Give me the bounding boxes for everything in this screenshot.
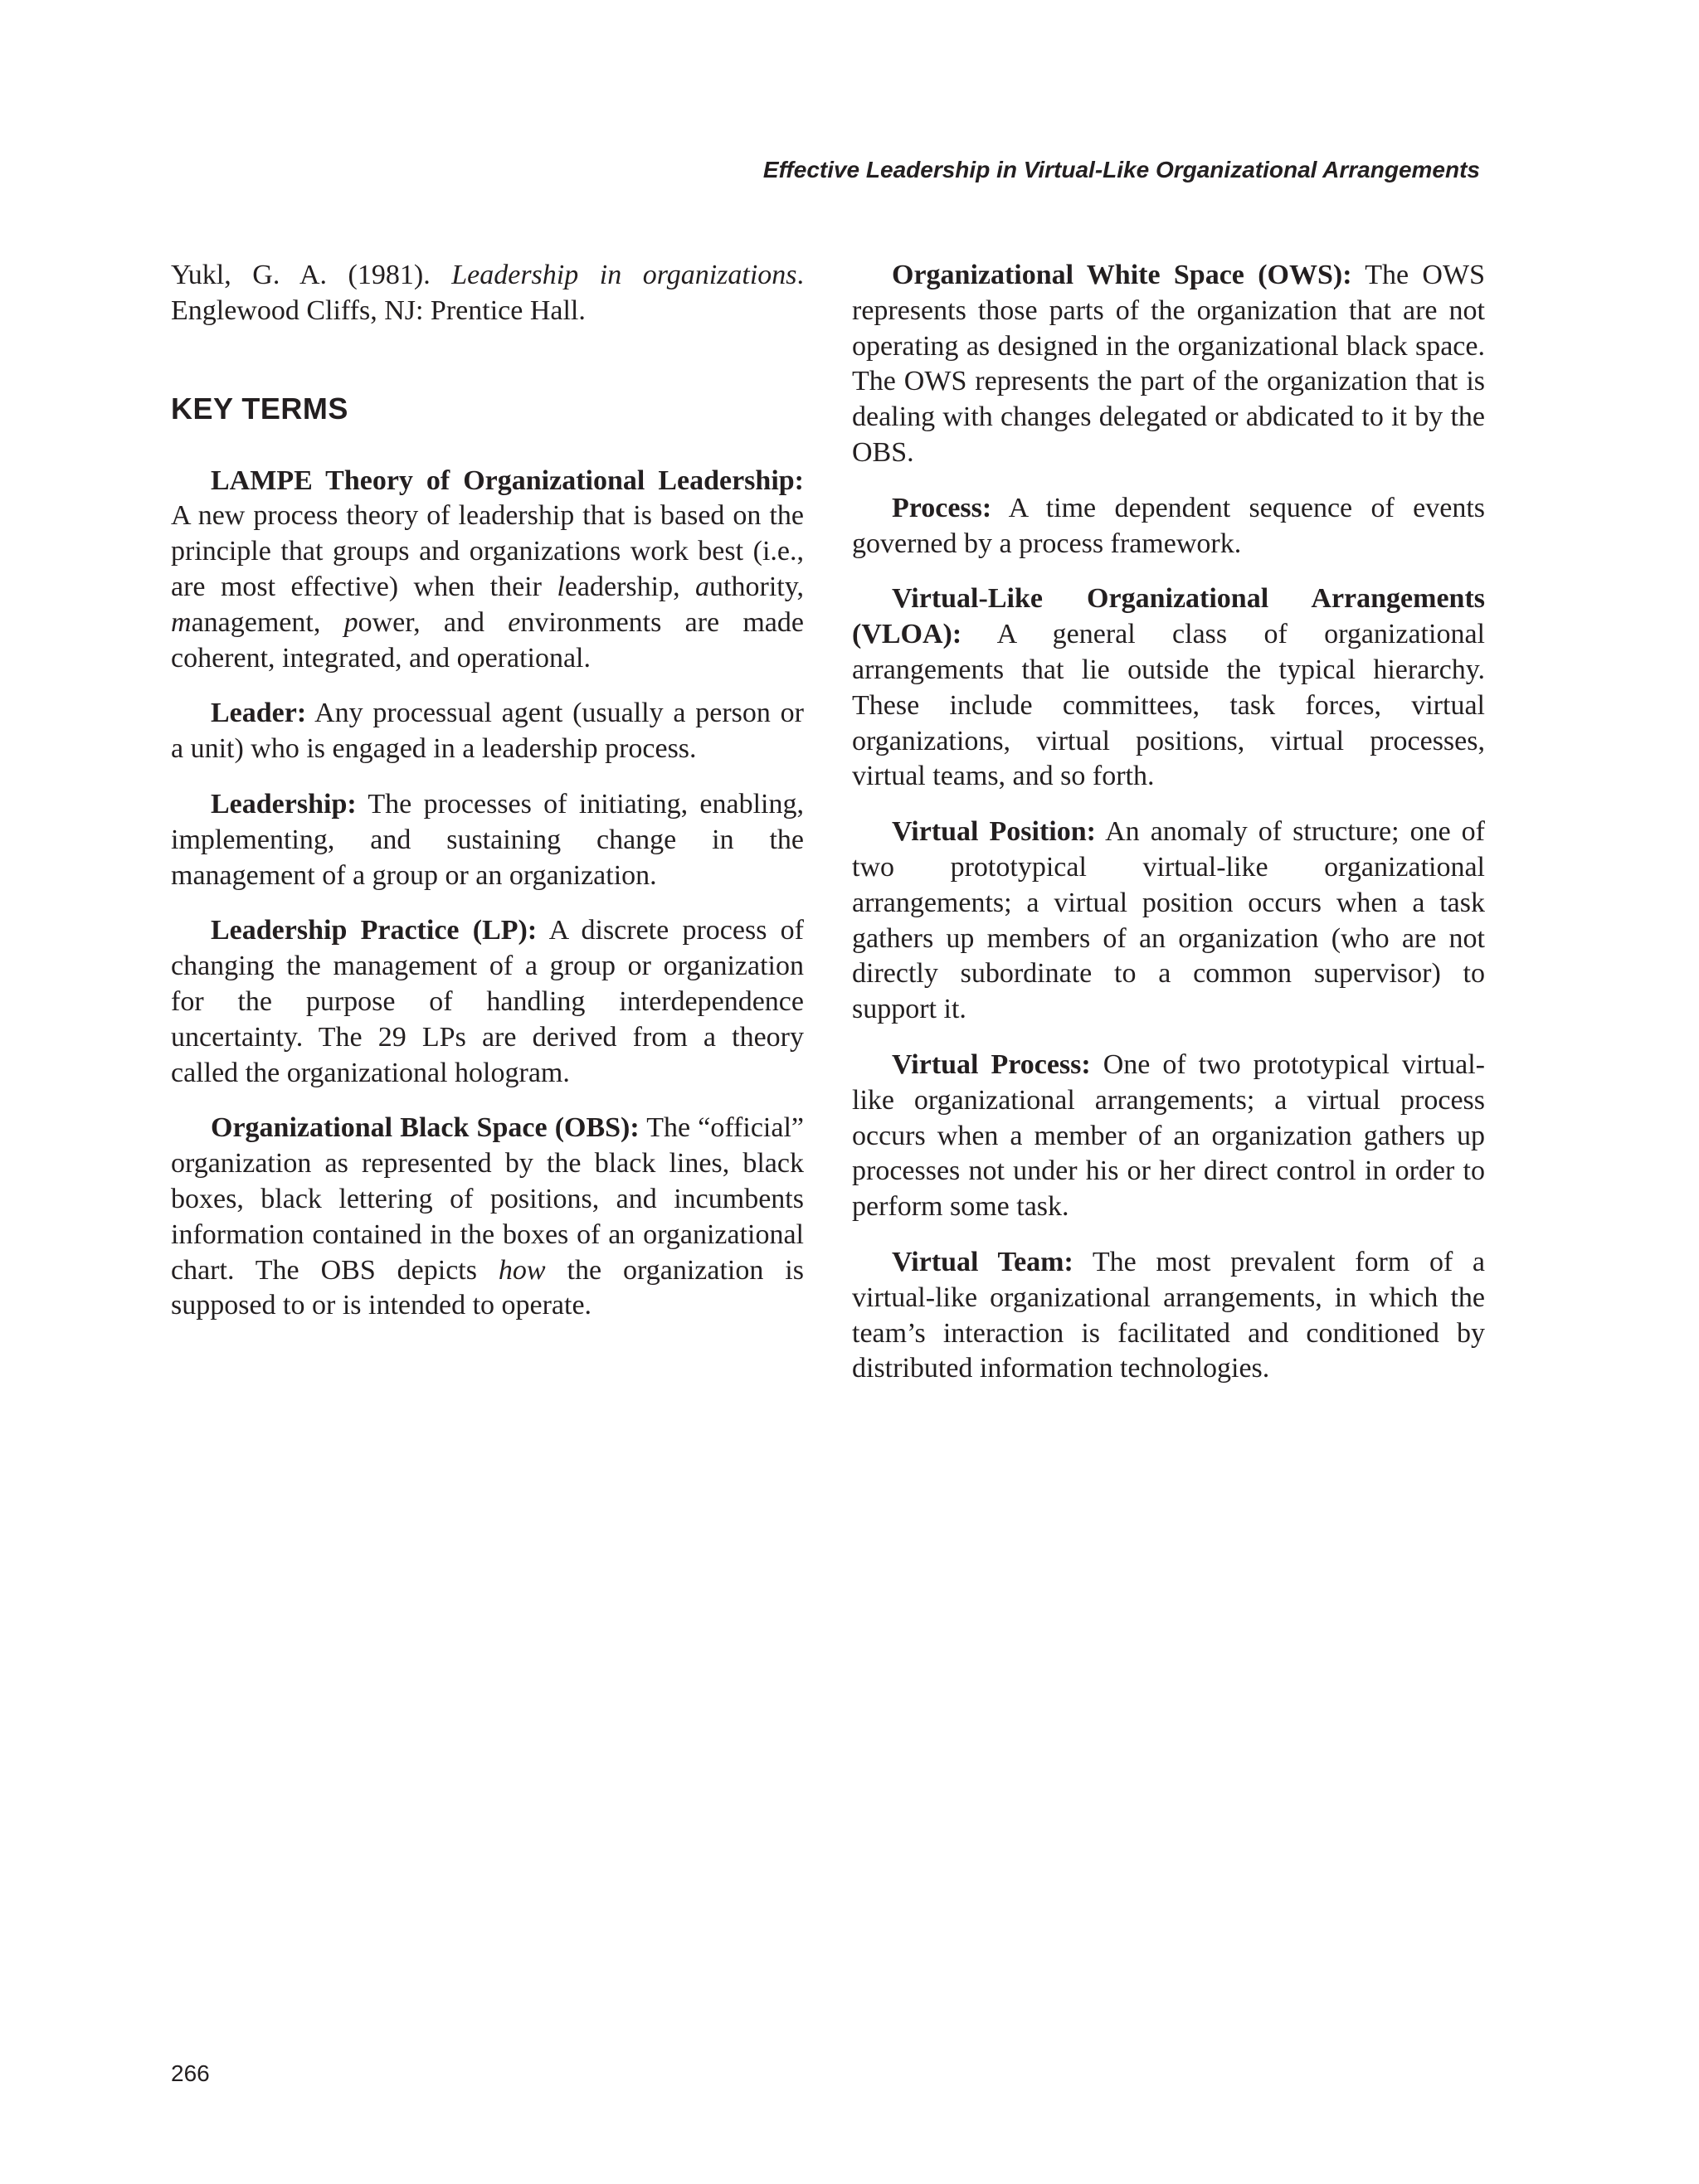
term-name: Virtual-Like Organizational Arrangements (VLOA): (852, 583, 1485, 650)
term-entry-leader (171, 696, 804, 767)
term-definition: Any processual agent (usually a person or a unit) who is engaged in a leadership process. (171, 698, 804, 765)
term-entry-leadership (171, 787, 804, 893)
term-emphasis: a (695, 571, 710, 602)
term-emphasis: m (171, 606, 192, 638)
left-column (171, 258, 804, 1344)
term-definition: the organization is supposed to or is intended to operate. (171, 1254, 804, 1321)
term-entry-obs (171, 1111, 804, 1324)
term-entry-leadership-practice (171, 913, 804, 1091)
term-definition: A general class of organizational arrangements that lie outside the typical hierarchy. These include committees, task forces, virtual organizations, virtual positions, virtual processes, virtual teams, and so forth. (852, 619, 1485, 792)
term-name: Process: (892, 492, 992, 523)
term-definition: An anomaly of structure; one of two prototypical virtual-like organizational arrangements; a virtual position occurs when a task gathers up members of an organization (who are not directly subordinate to a common supervisor) to support it. (852, 816, 1486, 1025)
term-definition: anagement, (191, 606, 344, 638)
term-emphasis: how (498, 1254, 546, 1286)
term-name: Virtual Process: (892, 1048, 1091, 1080)
term-entry-ows (852, 258, 1485, 471)
reference-author-year: Yukl, G. A. (1981). (171, 260, 452, 290)
term-entry-vloa (852, 581, 1485, 795)
term-entry-lampe (171, 464, 804, 677)
reference-entry (171, 258, 804, 329)
term-name: Virtual Position: (892, 816, 1096, 848)
term-definition: ower, and (358, 606, 509, 638)
term-entry-virtual-position (852, 815, 1485, 1028)
term-entry-virtual-process (852, 1048, 1485, 1225)
term-definition: One of two prototypical virtual-like organizational arrangements; a virtual process occurs when a member of an organization gathers up processes not under his or her direct control in order to perform some task. (852, 1048, 1485, 1223)
term-definition: The “official” organization as represented by the black lines, black boxes, black lettering of positions, and incumbents information contained in the boxes of an organizational chart. The OBS depicts (171, 1112, 804, 1286)
term-definition: eadership, (564, 571, 696, 602)
term-entry-virtual-team (852, 1245, 1485, 1387)
term-definition: nvironments are made coherent, integrated, and operational. (171, 606, 804, 674)
term-name: Organizational Black Space (OBS): (211, 1112, 640, 1144)
page-number: 266 (171, 2060, 210, 2086)
term-name: Virtual Team: (892, 1246, 1073, 1277)
reference-publisher: . Englewood Cliffs, NJ: Prentice Hall. (171, 260, 805, 326)
right-column (852, 258, 1485, 1407)
term-name: Organizational White Space (OWS): (892, 260, 1352, 290)
term-name: Leader: (211, 698, 307, 729)
term-entry-process (852, 491, 1485, 562)
running-header: Effective Leadership in Virtual-Like Organizational Arrangements (762, 157, 1480, 182)
term-definition: A new process theory of leadership that is based on the principle that groups and organizations work best (i.e., are most effective) when their (171, 500, 804, 602)
term-definition: The processes of initiating, enabling, implementing, and sustaining change in the management of a group or an organization. (171, 788, 804, 891)
term-definition: The OWS represents those parts of the organization that are not operating as designed in the organizational black space. The OWS represents the part of the organization that is dealing with changes delegated or abdicated to it by the OBS. (852, 260, 1485, 468)
term-name: Leadership Practice (LP): (211, 915, 538, 946)
term-name: Leadership: (211, 788, 357, 820)
term-definition: A discrete process of changing the management of a group or organization for the purpose of handling interdependence uncertainty. The 29 LPs are derived from a theory called the organizational hologram. (171, 915, 805, 1088)
term-definition: A time dependent sequence of events governed by a process framework. (852, 492, 1485, 559)
term-emphasis: l (557, 571, 565, 602)
term-emphasis: p (343, 606, 358, 638)
term-definition: uthority, (709, 571, 804, 602)
reference-title: Leadership in organizations (451, 260, 797, 290)
term-definition: The most prevalent form of a virtual-like organizational arrangements, in which the team’s interaction is facilitated and conditioned by distributed information technologies. (852, 1246, 1485, 1384)
term-name: LAMPE Theory of Organizational Leadership: (211, 465, 804, 496)
term-emphasis: e (508, 606, 521, 638)
section-heading: KEY TERMS (171, 391, 348, 426)
